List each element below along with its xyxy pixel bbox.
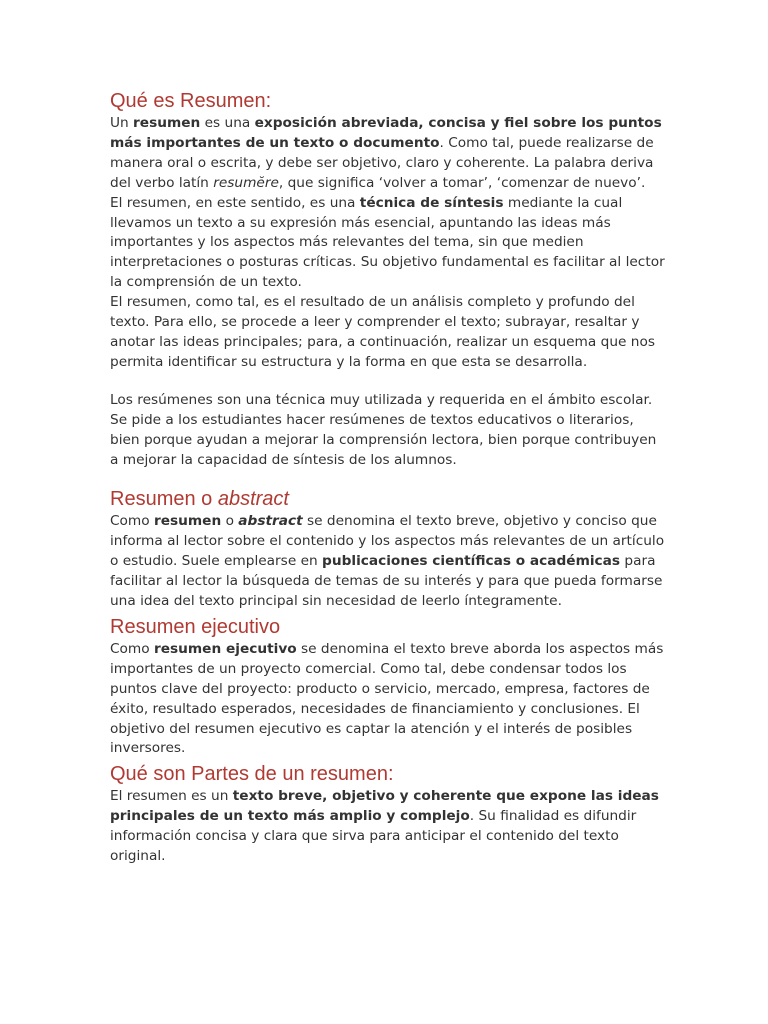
text-run: para facilitar al lector la búsqueda de temas de su interés y para que pueda formarse una idea del texto principal sin necesidad de leerlo íntegramente. (110, 553, 663, 610)
emphasis-run: resumĕre (213, 174, 279, 191)
text-run: El resumen, como tal, es el resultado de un análisis completo y profundo del texto. Para ello, se procede a leer y comprender el texto; subrayar, resaltar y anotar las ideas principales; para, a continuación, realizar un esquema que nos permita identificar su estructura y la forma en que esta se desarrolla. (110, 294, 655, 370)
text-run: El resumen es un (110, 788, 233, 805)
emphasis-run: texto breve, objetivo y coherente que expone las ideas principales de un texto más amplio y complejo (110, 788, 659, 825)
text-run: se denomina el texto breve aborda los aspectos más importantes de un proyecto comercial. Como tal, debe condensar todos los puntos clave del proyecto: producto o servicio, mercado, empresa, factores de éxito, resultado esperados, necesidades de financiamiento y conclusiones. El objetivo del resumen ejecutivo es captar la atención y el interés de posibles inversores. (110, 640, 664, 757)
text-run: es una (200, 115, 255, 131)
emphasis-run: técnica de síntesis (359, 194, 504, 211)
document-page (110, 88, 665, 867)
text-run: se denomina el texto breve, objetivo y conciso que informa al lector sobre el contenido y los aspectos más relevantes de un artículo o estudio. Suele emplearse en (110, 513, 665, 570)
text-run: , que significa ‘volver a tomar’, ‘comenzar de nuevo’. (278, 174, 646, 191)
text-run: Los resúmenes son una técnica muy utilizada y requerida en el ámbito escolar. Se pide a los estudiantes hacer resúmenes de textos educativos o literarios, bien porque ayudan a mejorar la comprensión lectora, bien porque contribuyen a mejorar la capacidad de síntesis de los alumnos. (110, 391, 657, 468)
text-run: . Como tal, puede realizarse de manera oral o escrita, y debe ser objetivo, claro y coherente. La palabra deriva del verbo latín (110, 134, 654, 191)
section-heading-resumen-o-abstract (110, 486, 665, 512)
text-run: Como (110, 513, 154, 530)
emphasis-run: publicaciones científicas o académicas (322, 553, 621, 570)
emphasis-run: resumen (133, 115, 201, 131)
text-run: Como (110, 640, 154, 657)
paragraph (110, 194, 665, 294)
paragraph (110, 391, 665, 471)
emphasis-run: resumen ejecutivo (154, 640, 297, 657)
text-run: mediante la cual llevamos un texto a su expresión más esencial, apuntando las ideas más importantes y los aspectos más relevantes del tema, sin que medien interpretaciones o posturas críticas. Su objetivo fundamental es facilitar al lector la comprensión de un texto. (110, 194, 665, 291)
text-run: Un (110, 115, 134, 131)
emphasis-run: abstract (238, 513, 303, 530)
section-heading-resumen-ejecutivo: Resumen ejecutivo (110, 615, 281, 638)
heading-text: Resumen o (110, 488, 218, 511)
paragraph (110, 512, 665, 612)
emphasis-run: resumen (154, 513, 222, 530)
paragraph (110, 640, 665, 759)
heading-italic-text: abstract (217, 488, 289, 511)
section-heading-que-es-resumen: Qué es Resumen: (110, 90, 272, 112)
paragraph (110, 787, 665, 867)
text-run: El resumen, en este sentido, es una (110, 194, 360, 211)
section-heading-partes-de-un-resumen: Qué son Partes de un resumen: (110, 763, 394, 786)
paragraph (110, 114, 665, 194)
paragraph (110, 293, 665, 373)
emphasis-run: exposición abreviada, concisa y fiel sobre los puntos más importantes de un texto o documento (110, 115, 662, 151)
text-run: . Su finalidad es difundir información concisa y clara que sirva para anticipar el contenido del texto original. (110, 808, 637, 865)
text-run: o (221, 513, 239, 530)
